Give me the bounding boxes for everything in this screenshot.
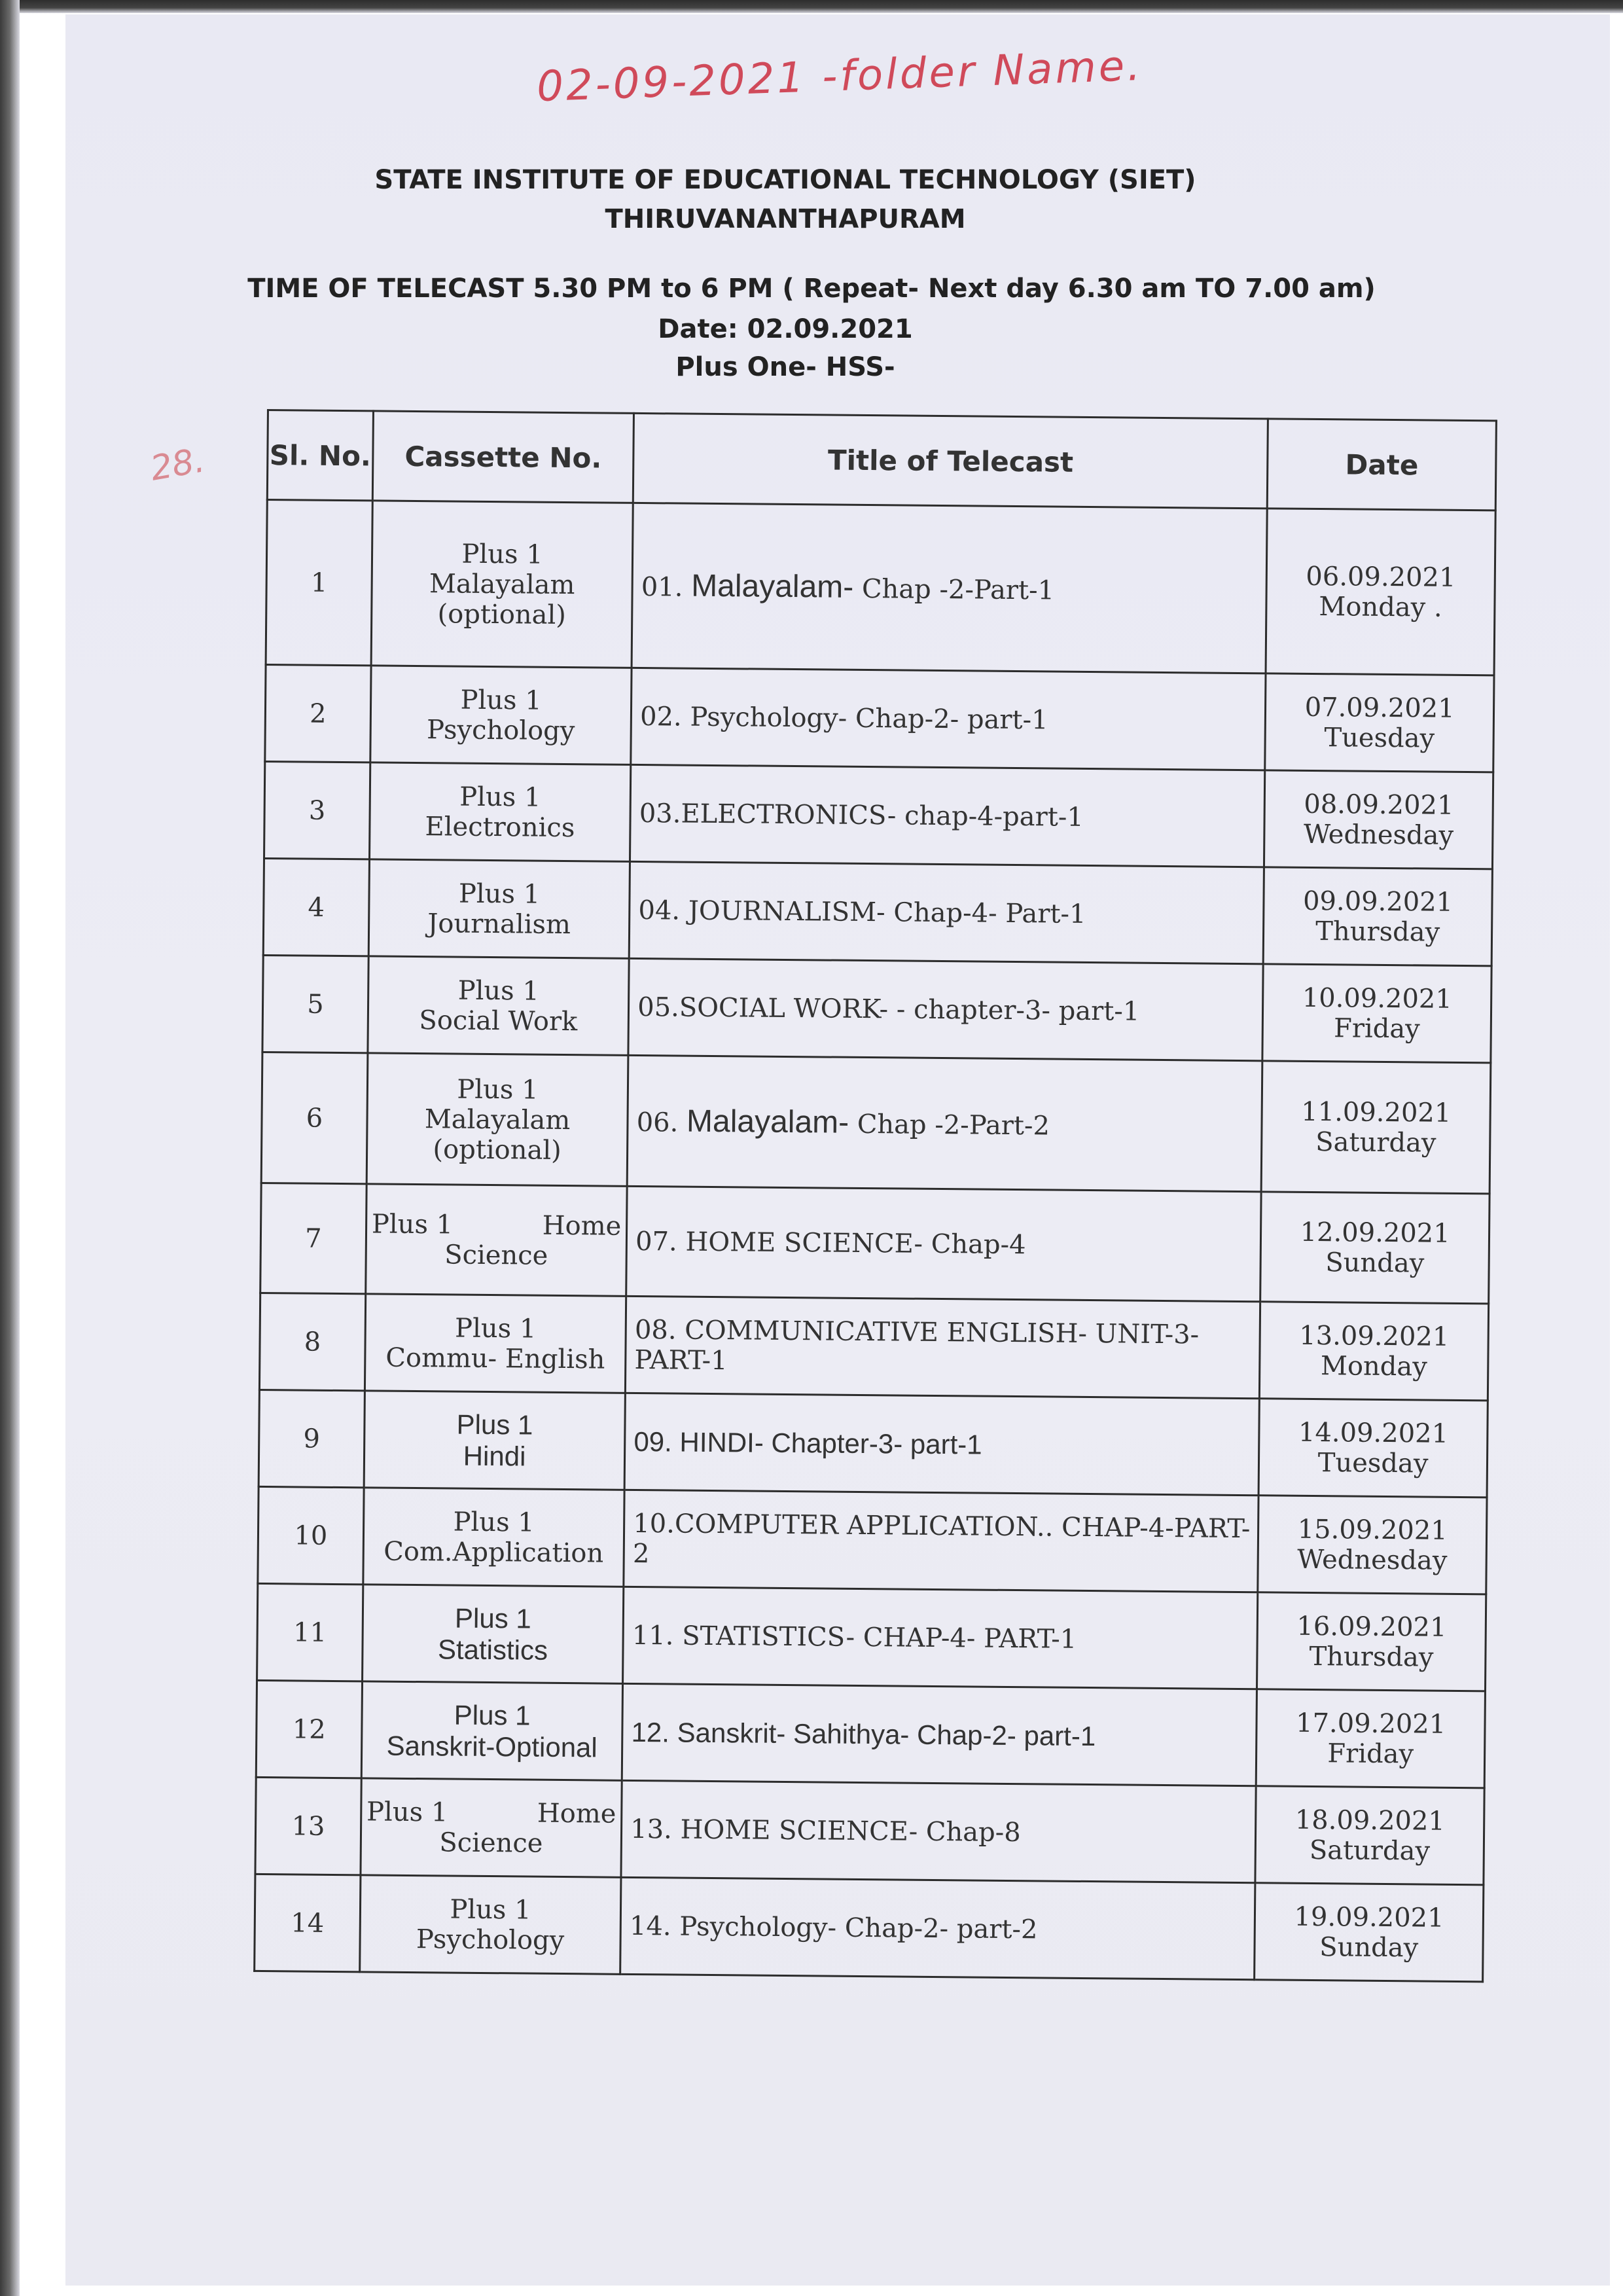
cassette-line-split (363, 1797, 620, 1829)
day-value: Thursday (1309, 1641, 1434, 1673)
date-value: 19.09.2021 (1294, 1901, 1444, 1933)
sl-no: 1 (266, 500, 372, 666)
cassette-line: Plus 1 (459, 781, 541, 813)
table-row (257, 1583, 1486, 1691)
day-value: Tuesday (1317, 1447, 1429, 1479)
title-rest: Chap -2-Part-2 (848, 1109, 1050, 1141)
sl-no: 9 (259, 1390, 365, 1487)
telecast-date (1258, 1399, 1488, 1498)
cassette-line: Social Work (419, 1005, 578, 1037)
telecast-title (627, 1055, 1262, 1191)
title-main: Malayalam- (686, 1103, 849, 1140)
day-value: Wednesday (1297, 1544, 1448, 1576)
table-row (266, 500, 1495, 675)
title-main: Malayalam- (690, 568, 854, 605)
sl-no: 11 (257, 1583, 363, 1681)
cassette-line: (optional) (437, 598, 567, 630)
date-value: 13.09.2021 (1299, 1320, 1450, 1352)
cassette-no (366, 1184, 628, 1296)
table-row (259, 1293, 1488, 1400)
day-value: Saturday (1315, 1126, 1436, 1158)
cassette-no (371, 501, 633, 668)
cassette-line: Electronics (425, 811, 575, 843)
cassette-plus: Plus 1 (371, 1208, 454, 1240)
telecast-time: TIME OF TELECAST 5.30 PM to 6 PM ( Repeat- Next day 6.30 am TO 7.00 am) (247, 274, 1376, 304)
cassette-line: (optional) (433, 1134, 562, 1166)
cassette-line: Journalism (427, 908, 571, 940)
document-date: Date: 02.09.2021 (658, 314, 913, 344)
telecast-date (1258, 1496, 1487, 1594)
cassette-no (362, 1585, 624, 1683)
telecast-title: 09. HINDI- Chapter-3- part-1 (624, 1393, 1259, 1495)
scan-left-edge (0, 0, 20, 2296)
telecast-date (1263, 867, 1492, 966)
telecast-title: 13. HOME SCIENCE- Chap-8 (621, 1780, 1256, 1882)
cassette-no (368, 956, 630, 1055)
table-row (262, 955, 1491, 1062)
day-value: Sunday (1319, 1931, 1419, 1963)
sl-no: 14 (255, 1874, 361, 1971)
cassette-plus: Plus 1 (366, 1796, 448, 1827)
telecast-title (632, 503, 1267, 673)
cassette-no (361, 1778, 622, 1877)
cassette-line: Psychology (426, 714, 575, 746)
cassette-line: Malayalam (429, 568, 575, 600)
header-date: Date (1267, 419, 1496, 511)
cassette-line: Psychology (416, 1924, 565, 1956)
cassette-no (365, 1294, 626, 1393)
table-row (255, 1874, 1484, 1981)
handwritten-note: 02-09-2021 -folder Name. (535, 41, 1144, 112)
cassette-line: Science (439, 1827, 543, 1859)
sl-no: 13 (255, 1777, 361, 1874)
telecast-date (1260, 1302, 1489, 1401)
telecast-title: 07. HOME SCIENCE- Chap-4 (626, 1186, 1261, 1301)
sl-no: 12 (256, 1680, 362, 1778)
telecast-title: 02. Psychology- Chap-2- part-1 (631, 668, 1266, 770)
table-header-row (267, 410, 1496, 511)
header-cassette-no: Cassette No. (372, 411, 634, 503)
cassette-line: Plus 1 (458, 878, 541, 910)
day-value: Wednesday (1303, 819, 1454, 851)
cassette-line: Plus 1 (457, 975, 540, 1007)
date-value: 09.09.2021 (1302, 886, 1454, 918)
day-value: Tuesday (1324, 722, 1435, 754)
cassette-line: Hindi (463, 1440, 526, 1472)
cassette-no (366, 1053, 628, 1186)
cassette-line: Plus 1 (453, 1507, 535, 1538)
title-prefix: 06. (636, 1107, 679, 1138)
cassette-line: Science (444, 1239, 548, 1271)
date-value: 16.09.2021 (1296, 1611, 1447, 1643)
sl-no: 5 (262, 955, 368, 1052)
telecast-date (1257, 1592, 1486, 1691)
table-row (264, 761, 1493, 869)
table-row (258, 1486, 1487, 1594)
table-row (263, 858, 1492, 965)
header-sl-no: Sl. No. (267, 410, 373, 501)
table-row (255, 1777, 1484, 1884)
day-value: Thursday (1315, 916, 1440, 948)
sl-no: 3 (264, 761, 370, 859)
cassette-line: Commu- English (385, 1342, 605, 1375)
cassette-line: Plus 1 (456, 1408, 533, 1441)
telecast-title: 10.COMPUTER APPLICATION.. CHAP-4-PART-2 (624, 1490, 1258, 1592)
date-value: 10.09.2021 (1302, 982, 1453, 1014)
class-line: Plus One- HSS- (675, 352, 895, 382)
telecast-date (1260, 1192, 1489, 1304)
table-row (265, 664, 1494, 772)
day-value: Friday (1327, 1738, 1414, 1769)
date-value: 08.09.2021 (1304, 789, 1454, 821)
day-value: Monday (1320, 1350, 1428, 1382)
cassette-no (361, 1681, 623, 1780)
cassette-line-split (368, 1209, 626, 1241)
sl-no: 6 (261, 1052, 368, 1183)
date-value: 07.09.2021 (1304, 692, 1455, 724)
date-value: 14.09.2021 (1298, 1417, 1449, 1449)
cassette-no (369, 762, 631, 861)
sl-no: 4 (263, 858, 369, 956)
title-prefix: 01. (641, 572, 683, 603)
telecast-date (1261, 1061, 1490, 1194)
cassette-subject-part: Home (542, 1210, 622, 1242)
telecast-title: 14. Psychology- Chap-2- part-2 (620, 1877, 1255, 1979)
table-row (259, 1390, 1488, 1497)
cassette-line: Sanskrit-Optional (386, 1730, 597, 1763)
telecast-date (1255, 1883, 1484, 1982)
cassette-line: Statistics (437, 1633, 548, 1666)
date-value: 11.09.2021 (1301, 1096, 1452, 1128)
telecast-title: 08. COMMUNICATIVE ENGLISH- UNIT-3- PART-1 (626, 1296, 1260, 1398)
sl-no: 2 (265, 664, 371, 762)
cassette-line: Plus 1 (450, 1894, 531, 1926)
cassette-no (364, 1391, 626, 1490)
cassette-subject-part: Home (537, 1798, 616, 1829)
telecast-title: 04. JOURNALISM- Chap-4- Part-1 (629, 861, 1264, 963)
cassette-line: Plus 1 (454, 1699, 531, 1731)
cassette-no (368, 859, 630, 958)
telecast-title: 12. Sanskrit- Sahithya- Chap-2- part-1 (622, 1683, 1257, 1785)
telecast-schedule-table (253, 409, 1497, 1982)
cassette-line: Plus 1 (460, 685, 542, 716)
day-value: Friday (1333, 1013, 1420, 1044)
telecast-title: 05.SOCIAL WORK- - chapter-3- part-1 (628, 958, 1263, 1060)
telecast-date (1264, 770, 1493, 869)
telecast-title: 11. STATISTICS- CHAP-4- PART-1 (623, 1587, 1258, 1689)
telecast-date (1256, 1689, 1485, 1788)
table-row (261, 1052, 1491, 1193)
cassette-no (363, 1488, 625, 1587)
date-value: 06.09.2021 (1306, 561, 1456, 593)
sl-no: 10 (258, 1486, 364, 1584)
cassette-line: Plus 1 (457, 1074, 539, 1105)
telecast-date (1265, 673, 1494, 772)
cassette-line: Com.Application (383, 1536, 604, 1569)
sl-no: 7 (260, 1183, 366, 1293)
cassette-line: Malayalam (424, 1103, 571, 1136)
cassette-line: Plus 1 (461, 539, 543, 570)
day-value: Sunday (1325, 1247, 1425, 1278)
telecast-date (1255, 1786, 1484, 1885)
cassette-no (370, 666, 632, 764)
date-value: 18.09.2021 (1294, 1804, 1446, 1837)
cassette-line: Plus 1 (454, 1602, 531, 1634)
table-row (256, 1680, 1485, 1787)
institute-city: THIRUVANANTHAPURAM (605, 204, 966, 234)
cassette-no (359, 1875, 621, 1974)
table-row (260, 1183, 1489, 1303)
header-title: Title of Telecast (633, 413, 1268, 508)
telecast-title: 03.ELECTRONICS- chap-4-part-1 (630, 764, 1265, 867)
date-value: 15.09.2021 (1297, 1514, 1448, 1546)
day-value: Saturday (1309, 1835, 1431, 1867)
telecast-date (1266, 509, 1495, 675)
institute-name: STATE INSTITUTE OF EDUCATIONAL TECHNOLOGY (SIET) (374, 165, 1196, 195)
cassette-line: Plus 1 (454, 1313, 537, 1344)
date-value: 12.09.2021 (1300, 1217, 1450, 1249)
scan-top-edge (0, 0, 1623, 13)
sl-no: 8 (259, 1293, 365, 1390)
day-value: Monday . (1319, 591, 1442, 623)
date-value: 17.09.2021 (1295, 1708, 1446, 1740)
telecast-date (1262, 964, 1491, 1063)
margin-mark: 28. (147, 440, 208, 489)
title-rest: Chap -2-Part-1 (853, 573, 1055, 606)
